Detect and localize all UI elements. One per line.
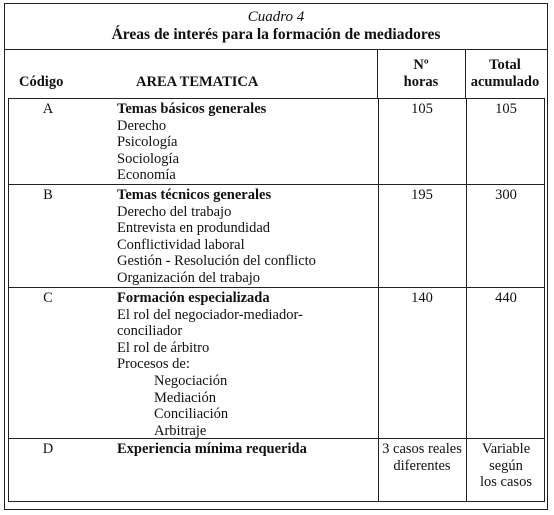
header-divider-hours — [377, 49, 378, 98]
row-code: B — [43, 187, 53, 203]
row-total — [466, 441, 546, 491]
table-caption-label: Cuadro 4 — [247, 9, 305, 25]
row-item: Procesos de: — [117, 356, 190, 373]
row-item: Psicología — [117, 134, 178, 151]
row-divider-total — [466, 288, 467, 438]
header-total-line2: acumulado — [470, 74, 540, 90]
row-hours: 140 — [411, 290, 433, 306]
row-item: conciliador — [117, 323, 183, 340]
row-topic — [117, 101, 266, 184]
row-item: Derecho del trabajo — [117, 203, 232, 220]
row-hours: 105 — [411, 101, 433, 117]
row-topic — [117, 441, 307, 458]
header-area: AREA TEMATICA — [136, 74, 259, 90]
row-item: Economía — [117, 167, 176, 184]
row-hours-line: 3 casos reales — [382, 441, 462, 457]
row-item: El rol de árbitro — [117, 339, 210, 356]
row-total: 300 — [495, 187, 517, 203]
table-row — [8, 438, 545, 502]
row-hours-line: diferentes — [393, 457, 451, 474]
row-subitem: Conciliación — [154, 406, 229, 423]
row-total-line: según — [489, 457, 523, 474]
header-hours-line1: Nº — [413, 57, 429, 73]
row-item: Derecho — [117, 117, 167, 134]
header-hours — [377, 57, 465, 91]
table-row — [8, 184, 545, 287]
row-code: C — [43, 290, 53, 306]
row-item: El rol del negociador-mediador- — [117, 306, 303, 323]
row-item: Conflictividad laboral — [117, 236, 245, 253]
row-title: Temas técnicos generales — [117, 187, 272, 203]
row-item: Entrevista en produndidad — [117, 220, 271, 237]
row-topic — [117, 290, 303, 439]
row-topic — [117, 187, 316, 287]
row-subitem: Mediación — [154, 389, 217, 406]
row-divider-hours — [378, 288, 379, 438]
row-subitem: Arbitraje — [154, 422, 207, 439]
header-total — [465, 57, 545, 91]
row-total: 105 — [495, 101, 517, 117]
row-item: Gestión - Resolución del conflicto — [117, 253, 316, 270]
row-title: Formación especializada — [117, 290, 270, 306]
header-divider-total — [465, 49, 466, 98]
row-title: Experiencia mínima requerida — [117, 441, 307, 457]
row-total: 440 — [495, 290, 517, 306]
row-total-line: Variable — [481, 441, 531, 457]
table-caption-title: Áreas de interés para la formación de mediadores — [111, 26, 441, 43]
table-frame — [4, 3, 548, 510]
row-code: D — [42, 441, 54, 457]
row-total-line: los casos — [480, 474, 532, 491]
header-hours-line2: horas — [403, 74, 439, 90]
row-subitem: Negociación — [154, 372, 228, 389]
row-hours: 195 — [411, 187, 433, 203]
table-row — [8, 287, 545, 438]
row-code: A — [42, 101, 54, 117]
header-total-line1: Total — [489, 57, 521, 73]
row-item: Organización del trabajo — [117, 269, 261, 286]
row-item: Sociología — [117, 150, 180, 167]
row-hours — [378, 441, 466, 474]
row-title: Temas básicos generales — [117, 101, 267, 117]
data-table — [8, 98, 545, 502]
table-row — [8, 98, 545, 184]
header-code: Código — [19, 74, 64, 90]
